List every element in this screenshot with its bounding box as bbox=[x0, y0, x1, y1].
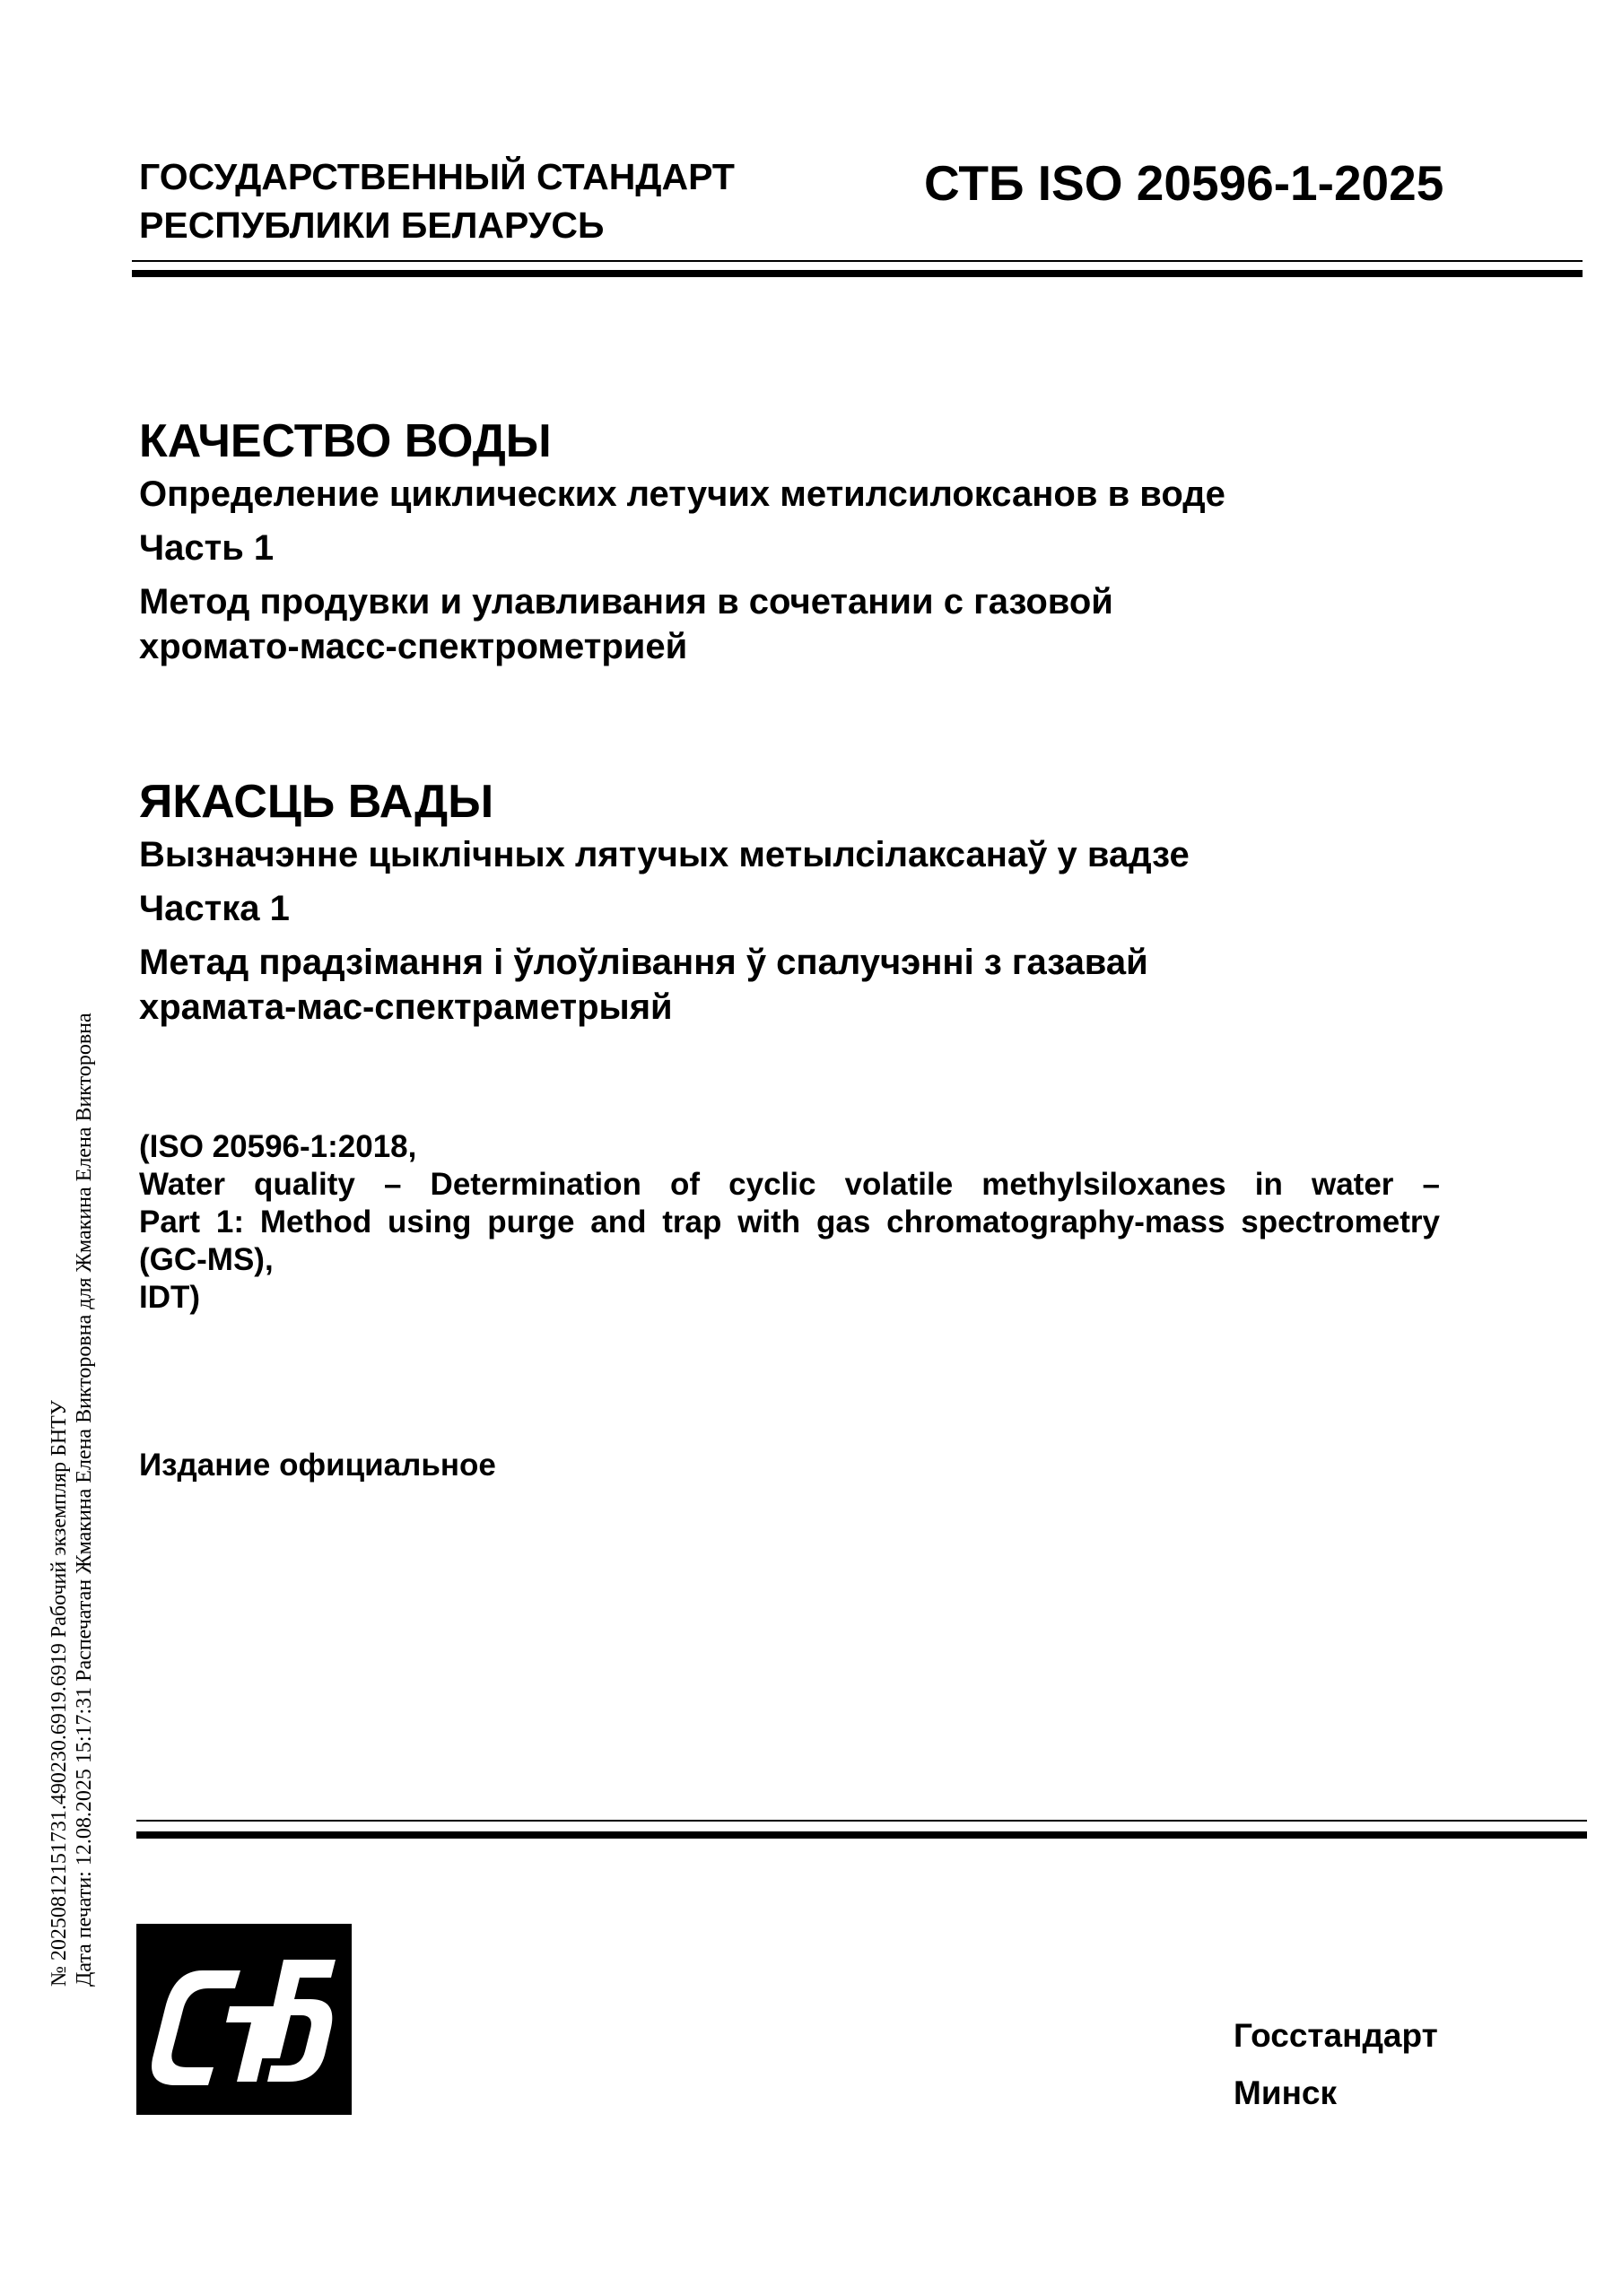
watermark-line-1: № 20250812151731.490230.6919.6919 Рабочий экземпляр БНТУ bbox=[48, 1400, 71, 1987]
russian-part: Часть 1 bbox=[139, 528, 275, 568]
russian-subtitle-text: Определение циклических летучих метилсилоксанов в воде bbox=[139, 474, 1225, 514]
footer-rule-thick bbox=[136, 1831, 1587, 1839]
belarusian-method-line-2: храмата-мас-спектраметрыяй bbox=[139, 987, 673, 1027]
iso-reference-line-5: IDT) bbox=[139, 1280, 201, 1315]
belarusian-subtitle-text: Вызначэнне цыклічных лятучых метылсілаксанаў у вадзе bbox=[139, 835, 1190, 874]
iso-reference-line-1: (ISO 20596-1:2018, bbox=[139, 1129, 417, 1164]
publisher bbox=[1234, 2007, 1438, 2122]
authority-line-1: ГОСУДАРСТВЕННЫЙ СТАНДАРТ bbox=[139, 156, 735, 197]
iso-reference-line-2: Water quality – Determination of cyclic volatile methylsiloxanes in water – bbox=[139, 1167, 1440, 1202]
stb-logo-mark bbox=[136, 1924, 352, 2115]
issuing-authority bbox=[139, 152, 735, 249]
publisher-city: Минск bbox=[1234, 2074, 1338, 2111]
belarusian-subtitle bbox=[139, 832, 1190, 877]
russian-subtitle bbox=[139, 472, 1225, 517]
russian-title-block bbox=[139, 413, 1225, 669]
iso-reference bbox=[139, 1128, 1440, 1317]
belarusian-part: Частка 1 bbox=[139, 889, 290, 928]
russian-method-line-2: хромато-масс-спектрометрией bbox=[139, 627, 688, 666]
belarusian-method bbox=[139, 940, 1190, 1030]
russian-method bbox=[139, 579, 1225, 669]
header-rule-thick bbox=[132, 270, 1583, 277]
iso-reference-line-4: (GC-MS), bbox=[139, 1242, 274, 1277]
stb-logo bbox=[136, 1924, 352, 2115]
belarusian-title: ЯКАСЦЬ ВАДЫ bbox=[139, 776, 494, 828]
authority-line-2: РЕСПУБЛИКИ БЕЛАРУСЬ bbox=[139, 204, 605, 246]
standard-number: СТБ ISO 20596-1-2025 bbox=[924, 155, 1444, 211]
edition-label: Издание официальное bbox=[139, 1448, 496, 1483]
russian-method-line-1: Метод продувки и улавливания в сочетании с газовой bbox=[139, 582, 1113, 622]
belarusian-title-block bbox=[139, 774, 1190, 1030]
belarusian-method-line-1: Метад прадзімання і ўлоўлівання ў спалучэнні з газавай bbox=[139, 943, 1148, 982]
watermark-line-2: Дата печати: 12.08.2025 15:17:31 Распечатан Жмакина Елена Викторовна для Жмакина Елена Викторовна bbox=[73, 1013, 96, 1987]
russian-title: КАЧЕСТВО ВОДЫ bbox=[139, 415, 552, 467]
iso-reference-line-3: Part 1: Method using purge and trap with gas chromatography-mass spectrometry bbox=[139, 1205, 1440, 1239]
publisher-name: Госстандарт bbox=[1234, 2017, 1438, 2054]
header-rule-thin bbox=[132, 260, 1583, 262]
footer-rule-thin bbox=[136, 1820, 1587, 1822]
